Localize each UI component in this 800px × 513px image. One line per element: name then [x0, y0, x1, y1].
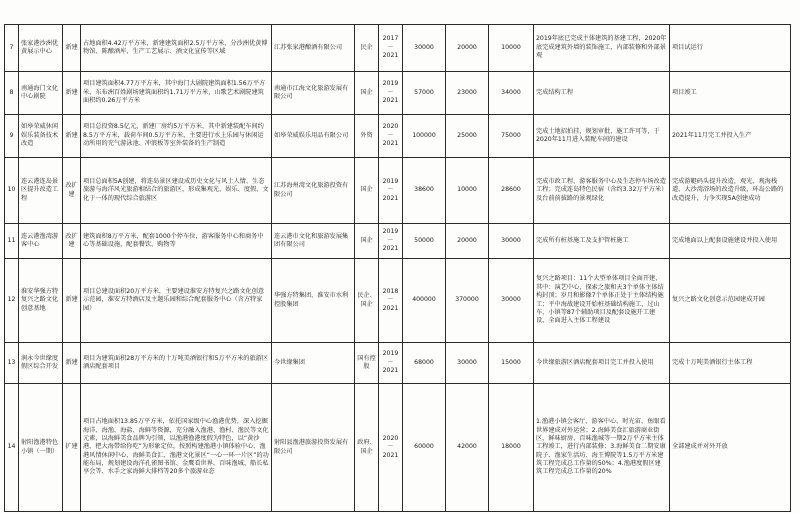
cell-type: 扩建 [63, 384, 81, 512]
cell-content: 项目总投资8.5亿元，新建厂房约5万平方米，其中新建装配车间约8.5万平方米，载荷车间0.5万平方米，主要进行水上乐园与休闲运动所用的充气游泳池、冲浪板等室外装备的生产制造 [81, 115, 272, 158]
table-row [5, 115, 791, 158]
table-row [5, 158, 791, 224]
cell-plan: 30000 [489, 259, 534, 343]
cell-total: 68000 [403, 343, 446, 384]
cell-total: 100000 [403, 115, 446, 158]
cell-period: 2019－2021 [379, 224, 403, 259]
cell-nature: 国有控股 [355, 343, 379, 384]
cell-owner: 华强方特集团、淮安市水利控股集团 [272, 259, 355, 343]
cell-no: 12 [5, 259, 19, 343]
cell-name: 如皋荣威休闲娱乐装备技术改造 [19, 115, 63, 158]
cell-progress: 2019年底已完成主体建筑的基建工程，2020年底完成建筑外墙的装饰施工，内部装修和外部景观 [534, 25, 670, 72]
cell-owner: 南通市江海文化旅游发展有限公司 [272, 72, 355, 115]
cell-period: 2018－2021 [379, 259, 403, 343]
cell-progress: 完成所有桩基施工及支护管桩施工 [534, 224, 670, 259]
cell-no: 11 [5, 224, 19, 259]
cell-type: 改扩建 [63, 158, 81, 224]
cell-plan: 15000 [489, 343, 534, 384]
table-row [5, 259, 791, 343]
cell-nature: 政府、国企 [355, 384, 379, 512]
cell-done: 23000 [446, 72, 489, 115]
cell-plan: 28600 [489, 158, 534, 224]
table-row [5, 343, 791, 384]
cell-plan: 30000 [489, 224, 534, 259]
cell-owner: 今世缘集团 [272, 343, 355, 384]
cell-period: 2020－2021 [379, 115, 403, 158]
cell-nature: 国企 [355, 158, 379, 224]
cell-name: 射阳渔港特色小镇（一期） [19, 384, 63, 512]
cell-goal: 项目竣工 [670, 72, 791, 115]
cell-name: 连云港渔湾游客中心 [19, 224, 63, 259]
cell-goal: 2021年11月完工并投入生产 [670, 115, 791, 158]
cell-type: 新建 [63, 343, 81, 384]
cell-content: 项目占地面积13.85万平方米，依托国家级中心渔港优势，深入挖掘海洋、海渔、海盐、海鲜等资源，充分融入渔港、渔村、渔民等文化元素，以海鲜美食品牌为引领，以渔港渔港度假为特色，以“黄沙港，把大海带给你吃”为形象定位，按照构建渔港小镇体验中心、渔港风情休闲中心、海鲜美食汇、渔港文化景区“一心一环一片区”的功能布局，规划建设海洋孔雀图书馆、金鹰看世界、百味渔城、船长私享会等、水手之家海鲜大排档等20多个旅游业态 [81, 384, 272, 512]
cell-nature: 民企 [355, 25, 379, 72]
cell-nature: 外资 [355, 115, 379, 158]
cell-done: 20000 [446, 224, 489, 259]
cell-no: 8 [5, 72, 19, 115]
cell-done: 42000 [446, 384, 489, 512]
cell-no: 7 [5, 25, 19, 72]
cell-total: 38600 [403, 158, 446, 224]
cell-total: 50000 [403, 224, 446, 259]
cell-progress: 完成土地招拍挂，规划审批，施工许可等，于2020年11月进入装配车间的建设 [534, 115, 670, 158]
cell-plan: 10000 [489, 25, 534, 72]
cell-goal: 完成地面以上配套设施建设并投入使用 [670, 224, 791, 259]
cell-done: 20000 [446, 25, 489, 72]
cell-period: 2019－2021 [379, 158, 403, 224]
cell-goal: 完成游艇码头提升改造，观光、观海栈道、大沙湾浴场的改造升级，环岛公路的改造提升，力争实现5A创建成功 [670, 158, 791, 224]
cell-type: 改扩建 [63, 224, 81, 259]
cell-done: 370000 [446, 259, 489, 343]
cell-nature: 国企 [355, 224, 379, 259]
projects-table [4, 24, 791, 512]
cell-goal: 全部建成并对外开放 [670, 384, 791, 512]
cell-content: 占地面积4.42万平方米，新建建筑面积2.5万平方米，分沙洲优黄博物馆、陈酿酒库、生产工艺展示、酒文化宣传等区域 [81, 25, 272, 72]
cell-progress: 完成市政工程，游客服务中心及生态停车场改造工程；完成连岛特色民宿（含约3.32万平方米）及台前前拔路的景观绿化 [534, 158, 670, 224]
cell-plan: 18000 [489, 384, 534, 512]
cell-type: 新建 [63, 25, 81, 72]
cell-done: 30000 [446, 343, 489, 384]
cell-goal: 复兴之路文化创意示范园建成开园 [670, 259, 791, 343]
cell-type: 新建 [63, 115, 81, 158]
table-row [5, 384, 791, 512]
cell-owner: 连云港市文化和旅游发展集团有限公司 [272, 224, 355, 259]
cell-owner: 射阳县渔港旅游投资发展有限公司 [272, 384, 355, 512]
cell-no: 9 [5, 115, 19, 158]
cell-total: 60000 [403, 384, 446, 512]
table-row [5, 72, 791, 115]
cell-plan: 34000 [489, 72, 534, 115]
cell-goal: 项目试运行 [670, 25, 791, 72]
cell-total: 30000 [403, 25, 446, 72]
cell-progress: 今世缘旅游区酒店配套项目完工并投入使用 [534, 343, 670, 384]
cell-progress: 复兴之路项目：11个大型单体项目全面开建，其中：演艺中心、探索之旅和天3个单体主体结构封顶；岁月和影像7个单体正处于主体结构施工；平中海战建设开始桩基础结构施工，过山车、小镇等87个辅助项目及配套设施开工建设，全面进入主体工程建设 [534, 259, 670, 343]
cell-progress: 1.渔港小镇会客厅、游客中心、时光宙、鱼眼看世界建成对外运营；2.海鲜美食汇旅游商业街区，鲜味厨房、百味渔城等一期2万平方米主体工程竣工，进行内部装修；3.海鲜美食二期安康院子、渔家生活坊、海王博院等1.5万平方米建筑工程完成总工作量的50%；4.渔港度假区建筑工程完成总工作量的20% [534, 384, 670, 512]
cell-goal: 完成十万吨美酒银行主体工程 [670, 343, 791, 384]
table-row [5, 224, 791, 259]
cell-name: 连云港连岛景区提升改造工程 [19, 158, 63, 224]
cell-no: 14 [5, 384, 19, 512]
cell-type: 新建 [63, 72, 81, 115]
cell-content: 建筑面积8万平方米，配套1000个停车位，游客服务中心和商务中心等基础设施，配套餐饮、购物等 [81, 224, 272, 259]
cell-done: 10000 [446, 158, 489, 224]
cell-content: 项目建筑面积4.77万平方米，其中海门大剧院建筑面积1.56万平方米，东布洲百姓剧场建筑面积约1.71万平方米，山歌艺术剧院建筑面积约0.26万平方米 [81, 72, 272, 115]
cell-content: 项目总面积5A创建，将连岛景区建设成历史文化与风土人情、生态旅游与海洋风光旅游相结合的旅游区，形成集观光、娱乐、度假、文化于一体的现代综合旅游区 [81, 158, 272, 224]
cell-total: 57000 [403, 72, 446, 115]
cell-name: 润永今世缘度假区综合开发 [19, 343, 63, 384]
cell-name: 南通海门文化中心剧院 [19, 72, 63, 115]
cell-owner: 如皋荣威娱乐用品有限公司 [272, 115, 355, 158]
cell-name: 张家港沙洲优黄展示中心 [19, 25, 63, 72]
cell-period: 2019－2021 [379, 72, 403, 115]
cell-content: 项目总建设面积20万平方米，主要建设淮安方特复兴之路文化创意示范园，淮安方特酒店及主题乐园和综合配套服务中心（含方特家园） [81, 259, 272, 343]
cell-total: 400000 [403, 259, 446, 343]
cell-plan: 75000 [489, 115, 534, 158]
cell-type: 新建 [63, 259, 81, 343]
cell-period: 2019－2021 [379, 343, 403, 384]
cell-nature: 民企、国企 [355, 259, 379, 343]
cell-period: 2020－2021 [379, 384, 403, 512]
cell-no: 10 [5, 158, 19, 224]
cell-progress: 完成结构工程 [534, 72, 670, 115]
cell-no: 13 [5, 343, 19, 384]
cell-nature: 国企 [355, 72, 379, 115]
cell-name: 淮安华强方特复兴之路文化创意基地 [19, 259, 63, 343]
table-row [5, 25, 791, 72]
cell-owner: 江苏海州湾文化旅游投资有限公司 [272, 158, 355, 224]
cell-owner: 江苏张家港酿酒有限公司 [272, 25, 355, 72]
cell-content: 项目为建筑面积28万平方米的十万吨美酒银行和5万平方米的旅游区酒店配套项目 [81, 343, 272, 384]
cell-period: 2017－2021 [379, 25, 403, 72]
cell-done: 25000 [446, 115, 489, 158]
